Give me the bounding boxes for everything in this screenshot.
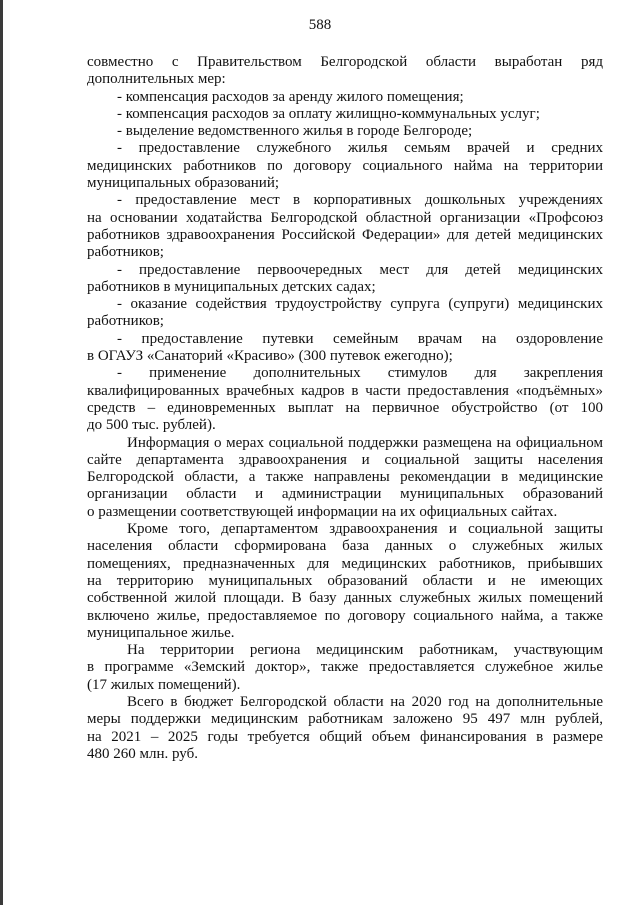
text-line: - выделение ведомственного жилья в городе Белгороде; [117,123,473,140]
text-line: Кроме того, департаментом здравоохранения и социальной защиты [127,521,603,538]
text-line: работников здравоохранения Российской Федерации» для детей медицинских [87,226,603,243]
text-line: работников; [87,313,164,330]
text-line: средств – единовременных выплат на первичное обустройство (от 100 [87,399,603,416]
text-line: На территории региона медицинским работникам, участвующим [127,642,603,659]
text-line: - предоставление служебного жилья семьям врачей и средних [117,140,603,157]
text-line: муниципальное жилье. [87,624,235,641]
text-line: Белгородской области, а также направлены рекомендации в медицинские [87,469,603,486]
text-line: помещениях, предназначенных для медицинских работников, прибывших [87,555,603,572]
text-line: меры поддержки медицинским работникам заложено 95 497 млн рублей, [87,711,603,728]
text-line: (17 жилых помещений). [87,676,241,693]
text-line: организации области и администрации муниципальных образований [87,486,603,503]
text-line: Всего в бюджет Белгородской области на 2020 год на дополнительные [127,693,603,710]
page-number: 588 [308,17,332,33]
text-line: 480 260 млн. руб. [87,745,198,762]
text-line: до 500 тыс. рублей). [87,417,216,434]
scan-edge [0,0,3,905]
text-line: - предоставление путевки семейным врачам на оздоровление [117,330,603,347]
text-line: работников; [87,244,164,261]
text-line: сайте департамента здравоохранения и социальной защиты населения [87,451,603,468]
text-line: - оказание содействия трудоустройству супруга (супруги) медицинских [117,296,603,313]
text-line: - предоставление первоочередных мест для детей медицинских [117,261,603,278]
text-line: - компенсация расходов за аренду жилого помещения; [117,88,464,105]
text-line: населения области сформирована база данных о служебных жилых [87,538,603,555]
text-line: на 2021 – 2025 годы требуется общий объем финансирования в размере [87,728,603,745]
text-line: на территорию муниципальных образований области и не имеющих [87,572,603,589]
text-line: медицинских работников по договору социального найма на территории [87,157,603,174]
text-line: на основании ходатайства Белгородской областной организации «Профсоюз [87,209,603,226]
body-text [87,54,603,763]
text-line: - применение дополнительных стимулов для закрепления [117,365,603,382]
text-line: включено жилье, предоставляемое по договору социального найма, а также [87,607,603,624]
text-line: работников в муниципальных детских садах; [87,278,376,295]
text-line: - компенсация расходов за оплату жилищно-коммунальных услуг; [117,105,540,122]
text-line: Информация о мерах социальной поддержки размещена на официальном [127,434,603,451]
text-line: квалифицированных врачебных кадров в части предоставления «подъёмных» [87,382,603,399]
text-line: - предоставление мест в корпоративных дошкольных учреждениях [117,192,603,209]
text-line: в ОГАУЗ «Санаторий «Красиво» (300 путевок ежегодно); [87,348,453,365]
text-line: собственной жилой площади. В базу данных служебных жилых помещений [87,590,603,607]
text-line: о размещении соответствующей информации на их официальных сайтах. [87,503,558,520]
text-line: муниципальных образований; [87,175,280,192]
text-line: совместно с Правительством Белгородской области выработан ряд [87,54,603,70]
text-line: в программе «Земский доктор», также предоставляется служебное жилье [87,659,603,676]
text-line: дополнительных мер: [87,71,226,88]
